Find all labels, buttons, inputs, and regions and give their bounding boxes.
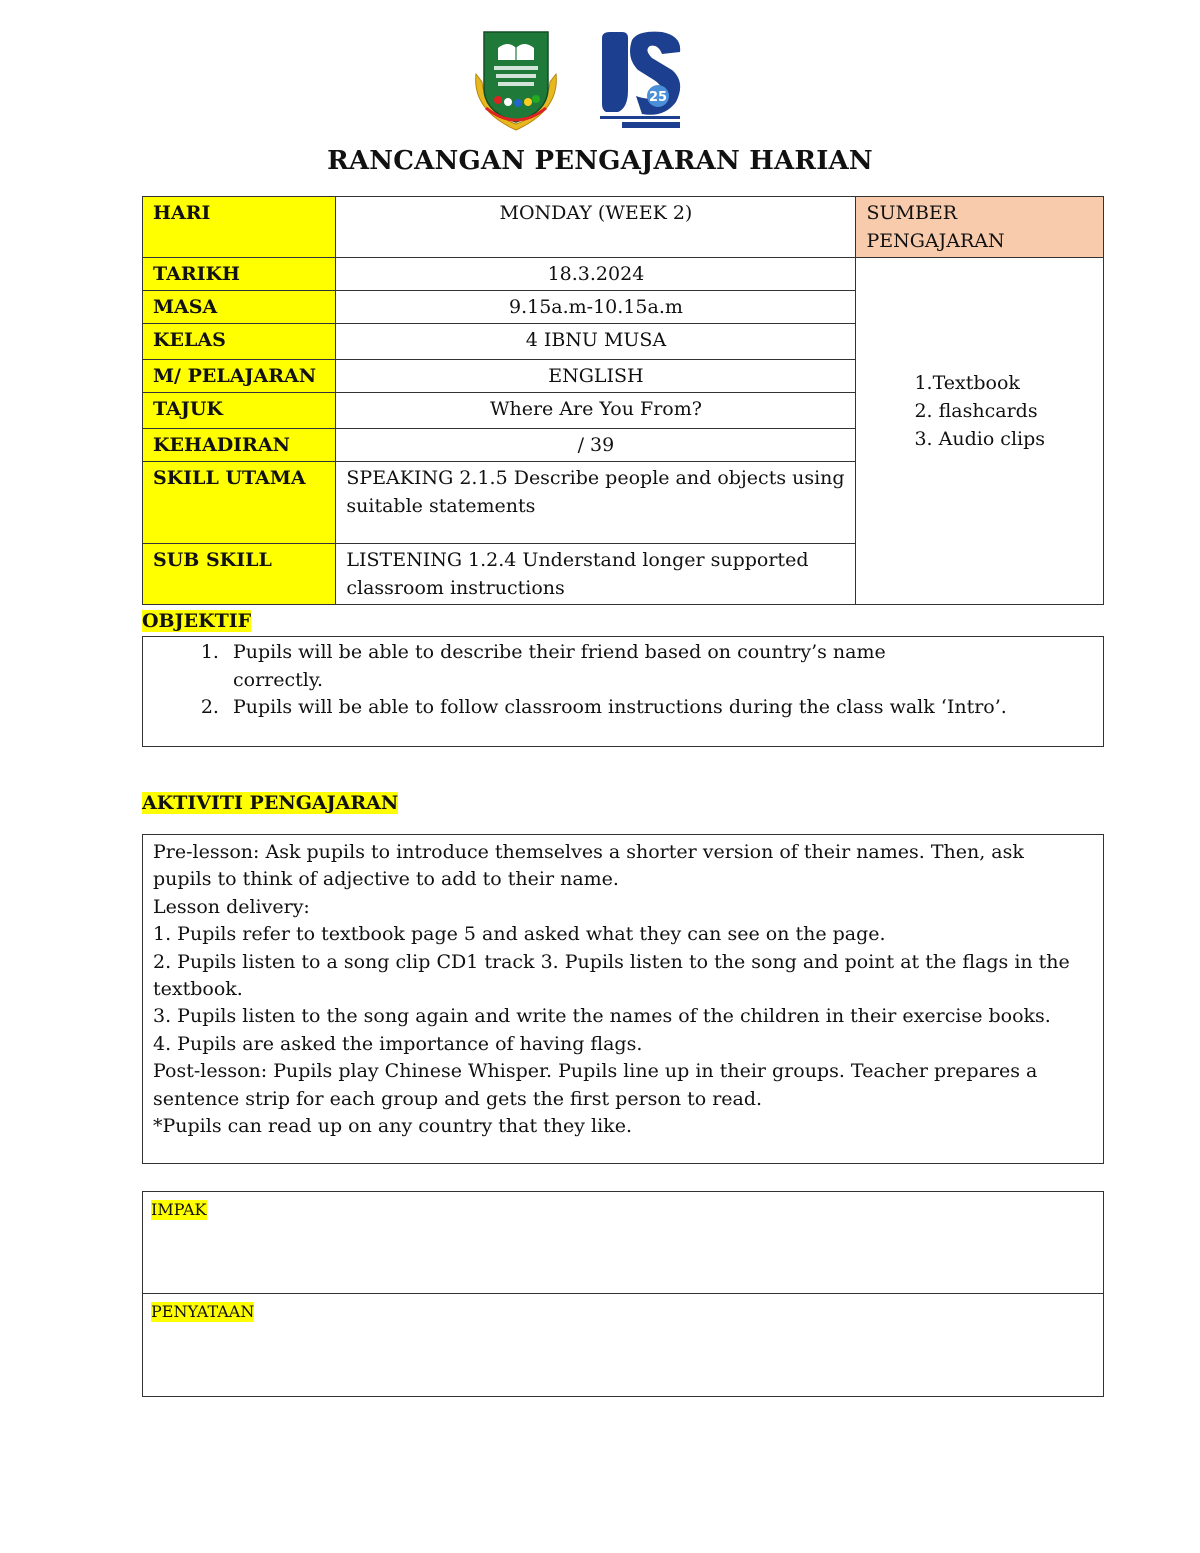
skill-utama-label: SKILL UTAMA	[143, 462, 336, 544]
hari-value: MONDAY (WEEK 2)	[336, 197, 856, 258]
activity-line: 4. Pupils are asked the importance of having flags.	[153, 1032, 643, 1055]
aktiviti-label: AKTIVITI PENGAJARAN	[142, 792, 399, 814]
objektif-label: OBJEKTIF	[142, 610, 252, 632]
resource-item: 1.Textbook	[914, 372, 1020, 394]
resources-list	[914, 369, 1045, 453]
kehadiran-value: / 39	[336, 429, 856, 462]
impak-label: IMPAK	[151, 1200, 207, 1219]
resources-cell	[856, 258, 1104, 605]
activity-line: Lesson delivery:	[153, 895, 310, 918]
kehadiran-label: KEHADIRAN	[143, 429, 336, 462]
resources-header: SUMBER PENGAJARAN	[856, 197, 1104, 258]
objektif-box	[142, 636, 1104, 747]
kelas-label: KELAS	[143, 324, 336, 360]
skill-utama-value: SPEAKING 2.1.5 Describe people and objects using suitable statements	[336, 462, 856, 544]
page-title: RANCANGAN PENGAJARAN HARIAN	[327, 146, 873, 176]
impak-penyataan-box	[142, 1191, 1104, 1397]
tarikh-value: 18.3.2024	[336, 258, 856, 291]
activity-line: Post-lesson: Pupils play Chinese Whisper. Pupils line up in their groups. Teacher prepares a sentence strip for each group and gets the first person to read.	[153, 1060, 1038, 1110]
activity-line: 2. Pupils listen to a song clip CD1 track 3. Pupils listen to the song and point at the flags in the textbook.	[153, 950, 1070, 1001]
lesson-info-table	[142, 196, 1104, 605]
impak-section	[143, 1192, 1103, 1294]
activity-line: *Pupils can read up on any country that they like.	[153, 1115, 632, 1138]
penyataan-section	[143, 1294, 1103, 1330]
masa-value: 9.15a.m-10.15a.m	[336, 291, 856, 324]
anniversary-25-logo	[592, 30, 688, 130]
masa-label: MASA	[143, 291, 336, 324]
mata-pelajaran-label: M/ PELAJARAN	[143, 360, 336, 393]
tarikh-label: TARIKH	[143, 258, 336, 291]
activity-line: 3. Pupils listen to the song again and write the names of the children in their exercise books.	[153, 1005, 1051, 1028]
sub-skill-value: LISTENING 1.2.4 Understand longer supported classroom instructions	[336, 544, 856, 605]
objektif-item: 1. Pupils will be able to describe their friend based on country’s name correctly.	[225, 639, 1103, 694]
activity-line: 1. Pupils refer to textbook page 5 and asked what they can see on the page.	[153, 923, 886, 946]
tajuk-value: Where Are You From?	[336, 393, 856, 429]
mata-pelajaran-value: ENGLISH	[336, 360, 856, 393]
kelas-value: 4 IBNU MUSA	[336, 324, 856, 360]
aktiviti-heading	[142, 792, 398, 814]
objektif-list	[143, 639, 1103, 722]
hari-label: HARI	[143, 197, 336, 258]
svg-text:25: 25	[648, 90, 668, 105]
aktiviti-box	[142, 834, 1104, 1164]
school-crest-logo	[466, 28, 566, 133]
resource-item: 2. flashcards	[914, 400, 1038, 422]
penyataan-label: PENYATAAN	[151, 1302, 255, 1321]
sub-skill-label: SUB SKILL	[143, 544, 336, 605]
objektif-item: 2. Pupils will be able to follow classroom instructions during the class walk ‘Intro’.	[225, 694, 1103, 722]
tajuk-label: TAJUK	[143, 393, 336, 429]
objektif-heading	[142, 610, 251, 632]
header-logos	[0, 28, 1200, 133]
resource-item: 3. Audio clips	[914, 428, 1046, 450]
activity-line: Pre-lesson: Ask pupils to introduce themselves a shorter version of their names. Then, ask pupils to think of adjective to add to their name.	[153, 841, 1024, 891]
